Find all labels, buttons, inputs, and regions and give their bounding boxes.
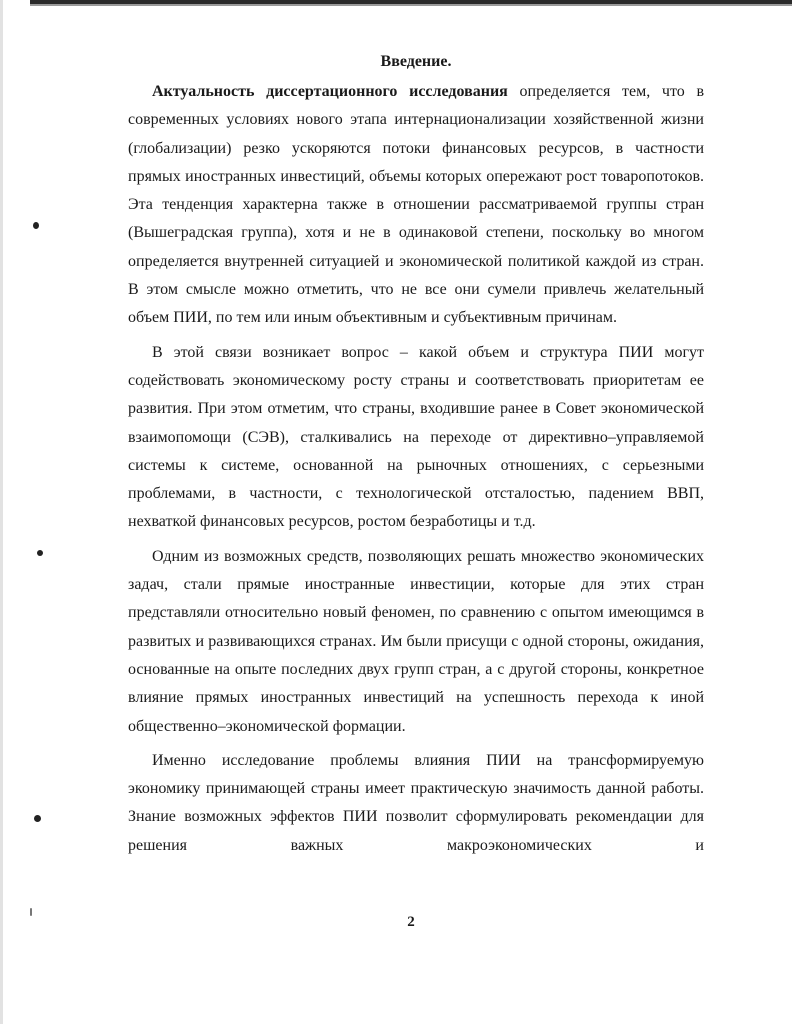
scan-speck (30, 908, 32, 916)
scan-speck (33, 222, 39, 229)
page-body (128, 50, 704, 866)
paragraph-fdi-means (128, 543, 704, 741)
scan-speck (37, 550, 43, 556)
paragraph-text: Одним из возможных средств, позволяющих решать множество экономических задач, стали прямые иностранные инвестиции, которые для этих стран представляли относительно новый феномен, по сравнению с опытом имеющимся в развитых и развивающихся странах. Им были присущи с одной стороны, ожидания, основанные на опыте последних двух групп стран, а с другой стороны, конкретное влияние прямых иностранных инвестиций на успешность перехода к иной общественно–экономической формации. (128, 547, 704, 735)
scan-speck (34, 815, 41, 822)
page-number: 2 (407, 914, 415, 930)
section-heading: Введение. (380, 53, 452, 70)
paragraph-question (128, 339, 704, 537)
paragraph-text: В этой связи возникает вопрос – какой объем и структура ПИИ могут содействовать экономическому росту страны и соответствовать приоритетам ее развития. При этом отметим, что страны, входившие ранее в Совет экономической взаимопомощи (СЭВ), сталкивались на переходе от директивно–управляемой системы к системе, основанной на рыночных отношениях, с серьезными проблемами, в частности, с технологической отсталостью, падением ВВП, нехваткой финансовых ресурсов, ростом безработицы и т.д. (128, 343, 704, 531)
paragraph-text: определяется тем, что в современных условиях нового этапа интернационализации хозяйственной жизни (глобализации) резко ускоряются потоки финансовых ресурсов, в частности прямых иностранных инвестиций, объемы которых опережают рост товаропотоков. Эта тенденция характерна также в отношении рассматриваемой группы стран (Вышеградская группа), хотя и не в одинаковой степени, поскольку во многом определяется внутренней ситуацией и экономической политикой каждой из стран. В этом смысле можно отметить, что не все они сумели привлечь желательный объем ПИИ, по тем или иным объективным и субъективным причинам. (128, 83, 705, 327)
paragraph-significance (128, 747, 704, 860)
paragraph-relevance (128, 78, 704, 333)
scan-left-border (0, 0, 3, 1024)
paragraph-lead-bold: Актуальность диссертационного исследования (152, 83, 508, 100)
scan-top-shadow (30, 4, 792, 6)
paragraph-text: Именно исследование проблемы влияния ПИИ на трансформируемую экономику принимающей страны имеет практическую значимость данной работы. Знание возможных эффектов ПИИ позволит сформулировать рекомендации для решения важных макроэкономических и (128, 751, 704, 854)
